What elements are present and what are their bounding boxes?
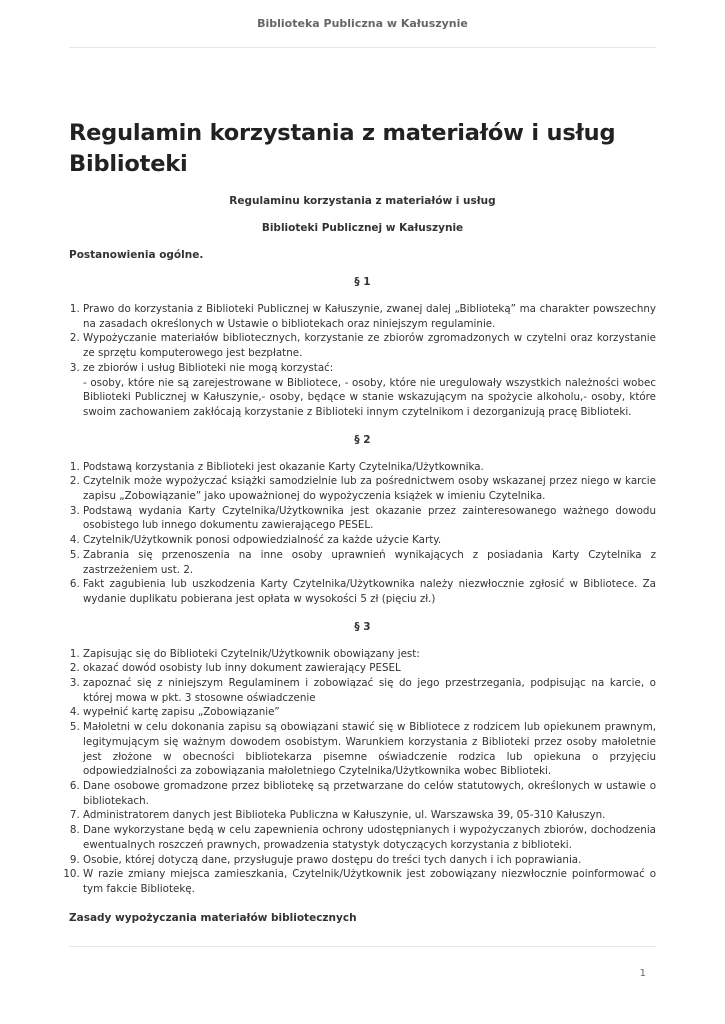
list-item: 10. W razie zmiany miejsca zamieszkania, Czytelnik/Użytkownik jest zobowiązany niezwłocznie poinformować o tym fakcie Bibliotekę. <box>83 867 656 896</box>
list-item: 5. Zabrania się przenoszenia na inne osoby uprawnień wynikających z posiadania Karty Czytelnika z zastrzeżeniem ust. 2. <box>83 548 656 577</box>
section-3-list <box>69 647 656 897</box>
list-item: 4. wypełnić kartę zapisu „Zobowiązanie” <box>83 705 656 720</box>
section-2-heading: § 2 <box>354 433 371 446</box>
list-item: 4. Czytelnik/Użytkownik ponosi odpowiedzialność za każde użycie Karty. <box>83 533 656 548</box>
doc-subtitle-2: Biblioteki Publicznej w Kałuszynie <box>261 222 464 234</box>
list-item: 9. Osobie, której dotyczą dane, przysługuje prawo dostępu do treści tych danych i ich poprawiania. <box>83 853 656 868</box>
doc-subtitle-1: Regulaminu korzystania z materiałów i usług <box>229 195 496 207</box>
list-item-text: ze zbiorów i usług Biblioteki nie mogą korzystać: <box>83 361 334 374</box>
list-item: 5. Małoletni w celu dokonania zapisu są obowiązani stawić się w Bibliotece z rodzicem lub opiekunem prawnym, legitymującym się ważnym dowodem osobistym. Warunkiem korzystania z Biblioteki przez osoby małoletnie jest złożone w obecności bibliotekarza pisemne oświadczenie rodzica lub opiekuna o przyjęciu odpowiedzialności za zobowiązania małoletniego Czytelnika/Użytkownika wobec Biblioteki. <box>83 720 656 779</box>
list-item: 6. Dane osobowe gromadzone przez bibliotekę są przetwarzane do celów statutowych, określonych w ustawie o bibliotekach. <box>83 779 656 808</box>
section-3-heading: § 3 <box>354 620 371 633</box>
list-item: 3. zapoznać się z niniejszym Regulaminem i zobowiązać się do jego przestrzegania, podpisując na karcie, o której mowa w pkt. 3 stosowne oświadczenie <box>83 676 656 705</box>
section-1-heading: § 1 <box>354 276 371 288</box>
list-item: 3. Podstawą wydania Karty Czytelnika/Użytkownika jest okazanie przez zainteresowanego ważnego dowodu osobistego lub innego dokumentu zawierającego PESEL. <box>83 504 656 533</box>
list-item: 2. okazać dowód osobisty lub inny dokument zawierający PESEL <box>83 661 656 676</box>
list-item: 2. Wypożyczanie materiałów bibliotecznych, korzystanie ze zbiorów zgromadzonych w czytelni oraz korzystanie ze sprzętu komputerowego jest bezpłatne. <box>83 331 656 360</box>
section-1-list <box>69 302 656 420</box>
list-item-subtext: - osoby, które nie są zarejestrowane w Bibliotece, - osoby, które nie uregulowały wszystkich należności wobec Biblioteki Publicznej w Kałuszynie,- osoby, będące w stanie wskazującym na spożycie alkoholu,- osoby, które swoim zachowaniem zakłócają korzystanie z Biblioteki innym czytelnikom i dezorganizują pracę Biblioteki. <box>83 376 656 418</box>
page-number: 1 <box>639 968 646 979</box>
list-item: 1. Prawo do korzystania z Biblioteki Publicznej w Kałuszynie, zwanej dalej „Biblioteką” ma charakter powszechny na zasadach określonych w Ustawie o bibliotekach oraz niniejszym regulaminie. <box>83 302 656 331</box>
list-item: 6. Fakt zagubienia lub uszkodzenia Karty Czytelnika/Użytkownika należy niezwłocznie zgłosić w Bibliotece. Za wydanie duplikatu pobierana jest opłata w wysokości 5 zł (pięciu zł.) <box>83 577 656 606</box>
site-name: Biblioteka Publiczna w Kałuszynie <box>257 17 468 30</box>
loans-rules-heading: Zasady wypożyczania materiałów bibliotecznych <box>69 911 357 924</box>
page-footer-divider <box>69 946 656 947</box>
page-header <box>69 0 656 48</box>
page-title: Regulamin korzystania z materiałów i usług Biblioteki <box>69 120 616 177</box>
list-item: 2. Czytelnik może wypożyczać książki samodzielnie lub za pośrednictwem osoby wskazanej przez niego w karcie zapisu „Zobowiązanie” jako upoważnionej do wypożyczenia książek w imieniu Czytelnika. <box>83 474 656 503</box>
list-item: 7. Administratorem danych jest Biblioteka Publiczna w Kałuszynie, ul. Warszawska 39, 05-310 Kałuszyn. <box>83 808 656 823</box>
document-body <box>69 118 656 925</box>
general-provisions-heading: Postanowienia ogólne. <box>69 249 204 261</box>
list-item <box>83 361 656 420</box>
section-2-list <box>69 460 656 607</box>
list-item: 8. Dane wykorzystane będą w celu zapewnienia ochrony udostępnianych i wypożyczanych zbiorów, dochodzenia ewentualnych roszczeń prawnych, prowadzenia statystyk dotyczących korzystania z biblioteki. <box>83 823 656 852</box>
list-item: 1. Podstawą korzystania z Biblioteki jest okazanie Karty Czytelnika/Użytkownika. <box>83 460 656 475</box>
list-item: 1. Zapisując się do Biblioteki Czytelnik/Użytkownik obowiązany jest: <box>83 647 656 662</box>
